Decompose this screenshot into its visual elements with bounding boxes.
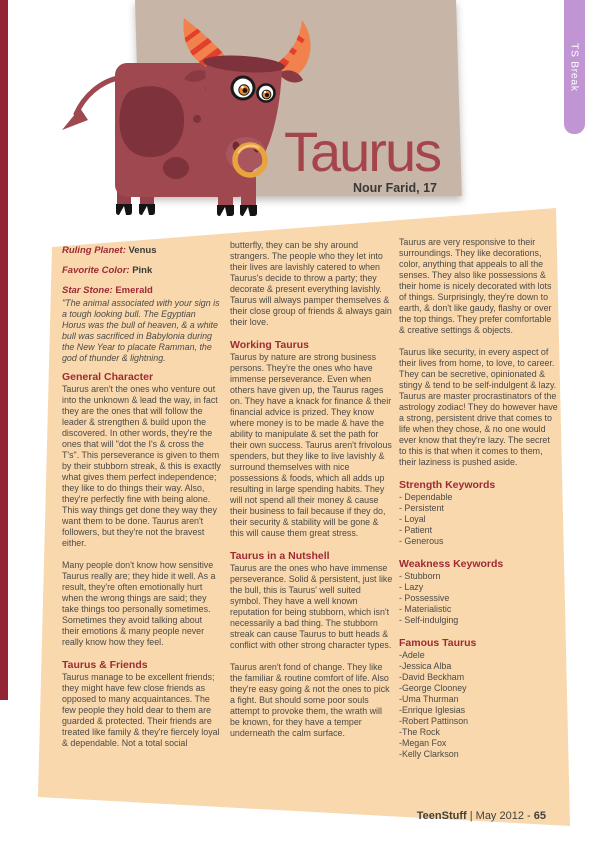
list-item: - Self-indulging bbox=[399, 615, 459, 625]
page-footer bbox=[0, 810, 546, 822]
star-stone-field bbox=[62, 285, 221, 296]
left-accent-bar bbox=[0, 0, 8, 700]
field-value: Pink bbox=[132, 265, 153, 276]
page-title: Taurus bbox=[284, 120, 441, 183]
list-item: - Lazy bbox=[399, 582, 424, 592]
field-value: Emerald bbox=[115, 285, 153, 296]
list-item: -George Clooney bbox=[399, 683, 467, 693]
text-column-2 bbox=[230, 240, 393, 750]
byline: Nour Farid, 17 bbox=[352, 181, 437, 195]
list-item: - Possessive bbox=[399, 593, 450, 603]
taurus-nutshell-para-2: Taurus aren't fond of change. They like the familiar & routine comfort of life. Also they're easy going & not the ones to pick a fight. But should some poor souls attempt to provoke them, the wrath will be known, for they have a temper underneath the calm surface. bbox=[230, 662, 390, 738]
general-character-para-2: Many people don't know how sensitive Taurus really are; they hide it well. As a result, they're often emotionally hurt when the wrong things are said; they take things too personally sometimes. Sometimes they avoid talking about their emotions & many people never really know how they feel. bbox=[62, 560, 216, 647]
ts-break-tab bbox=[564, 0, 585, 134]
list-item: -Jessica Alba bbox=[399, 661, 452, 671]
security-para: Taurus like security, in every aspect of their lives from home, to love, to career. They can be secretive, opinionated & stingy & tend to be self-indulgent & lazy. Taurus are master procrastinators of the astrology zodiac! They do however have a strong, persistent drive that comes to life when they chose, & no one would ever know that they're lazy. The secret to this is that when it comes to them, their laziness is pushed aside. bbox=[399, 347, 558, 467]
friends-continued-para: butterfly, they can be shy around strangers. The people who they let into their lives are lavishly catered to when Taurus's decide to throw a party; they decorate & present everything lavishly. Taurus will always pamper themselves & their close group of friends & always gain their love. bbox=[230, 240, 392, 327]
weakness-keywords-heading: Weakness Keywords bbox=[399, 558, 504, 570]
list-item: -Adele bbox=[399, 650, 425, 660]
working-taurus-para: Taurus by nature are strong business persons. They're the ones who have immense perseverance. Even when others have given up, the Taurus rages on. They have a knack for finance & their financial advice is prized. They know where money is to be made & have the ability to manipulate & set the path for their own success. Taurus aren't frivolous spenders, but they like to live lavishly & surround themselves with nice possessions & foods, which all adds up resulting in large spending habits. They will not spend all their money & cause their business to fail because if they do, their security & stability will be gone & this will cause them great stress. bbox=[230, 352, 392, 538]
taurus-nutshell-heading: Taurus in a Nutshell bbox=[230, 550, 330, 562]
list-item: -Uma Thurman bbox=[399, 694, 459, 704]
list-item: - Generous bbox=[399, 536, 444, 546]
taurus-friends-para: Taurus manage to be excellent friends; they might have few close friends as opposed to many acquaintances. The few people they hold dear to them are guarded & protected. Their friends are treated like family & they're fiercely loyal & dependable. Not a total social bbox=[62, 672, 220, 748]
general-character-para-1: Taurus aren't the ones who venture out into the unknown & lead the way, in fact they are the ones that will follow the leader & strengthen & build upon the discovered. In other words, they're the ones that will "dot the I's & cross the T's". This perseverance is given to them by their stubborn streak, & this is exactly what gives them perfect independence; they like to do things their way. Also, they're perfectly fine with being alone. This way things get done they way they want them to be done. Taurus aren't followers, but they're not the bravest either. bbox=[62, 384, 221, 548]
bull-tail-icon bbox=[76, 78, 118, 114]
list-item: - Patient bbox=[399, 525, 433, 535]
weakness-keywords-list bbox=[399, 571, 558, 626]
list-item: -Robert Pattinson bbox=[399, 716, 469, 726]
strength-keywords-list bbox=[399, 492, 558, 547]
surroundings-para: Taurus are very responsive to their surroundings. They like decorations, color, anything that appeals to all the senses. They also like possessions & their home is nicely decorated with lots of things. Surprisingly, they're down to earth, & don't like gaudy, flashy or over the top things. They prefer comfortable & creative settings & objects. bbox=[399, 237, 552, 335]
general-character-heading: General Character bbox=[62, 371, 154, 383]
bull-illustration bbox=[60, 16, 312, 218]
issue-date: May 2012 - bbox=[475, 810, 531, 822]
famous-taurus-list bbox=[399, 650, 558, 760]
list-item: - Stubborn bbox=[399, 571, 441, 581]
list-item: -Enrique Iglesias bbox=[399, 705, 466, 715]
taurus-nutshell-para-1: Taurus are the ones who have immense perseverance. Solid & persistent, just like the bull, this is Taurus' well suited symbol. They have a well known reputation for being stubborn, which isn't necessarily a bad thing. The stubborn streak can cause Taurus to butt heads & conflict with other strong character types. bbox=[230, 563, 393, 650]
taurus-friends-heading: Taurus & Friends bbox=[62, 659, 148, 671]
footer-separator: | bbox=[469, 810, 473, 822]
text-column-3 bbox=[399, 237, 558, 771]
page-number: 65 bbox=[533, 810, 546, 822]
field-value: Venus bbox=[128, 245, 157, 256]
strength-keywords-heading: Strength Keywords bbox=[399, 479, 496, 491]
field-label: Favorite Color: bbox=[62, 265, 133, 276]
list-item: - Dependable bbox=[399, 492, 453, 502]
list-item: -Megan Fox bbox=[399, 738, 447, 748]
list-item: -The Rock bbox=[399, 727, 440, 737]
field-label: Star Stone: bbox=[62, 285, 116, 296]
working-taurus-heading: Working Taurus bbox=[230, 339, 309, 351]
ts-break-tab-label: TS Break bbox=[568, 42, 581, 92]
field-label: Ruling Planet: bbox=[62, 245, 129, 256]
list-item: - Materialistic bbox=[399, 604, 452, 614]
famous-taurus-heading: Famous Taurus bbox=[399, 637, 477, 649]
list-item: -David Beckham bbox=[399, 672, 465, 682]
favorite-color-field bbox=[62, 265, 221, 276]
ruling-planet-field bbox=[62, 245, 221, 256]
text-column-1 bbox=[62, 245, 221, 760]
list-item: -Kelly Clarkson bbox=[399, 749, 459, 759]
list-item: - Persistent bbox=[399, 503, 444, 513]
star-stone-note: "The animal associated with your sign is a tough looking bull. The Egyptian Horus was the bull of heaven, & a white bull was sacrificed in Babylonia during the New Year to placate Ramman, the god of thunder & lightning. bbox=[62, 298, 220, 363]
list-item: - Loyal bbox=[399, 514, 426, 524]
magazine-name: TeenStuff bbox=[416, 810, 467, 822]
